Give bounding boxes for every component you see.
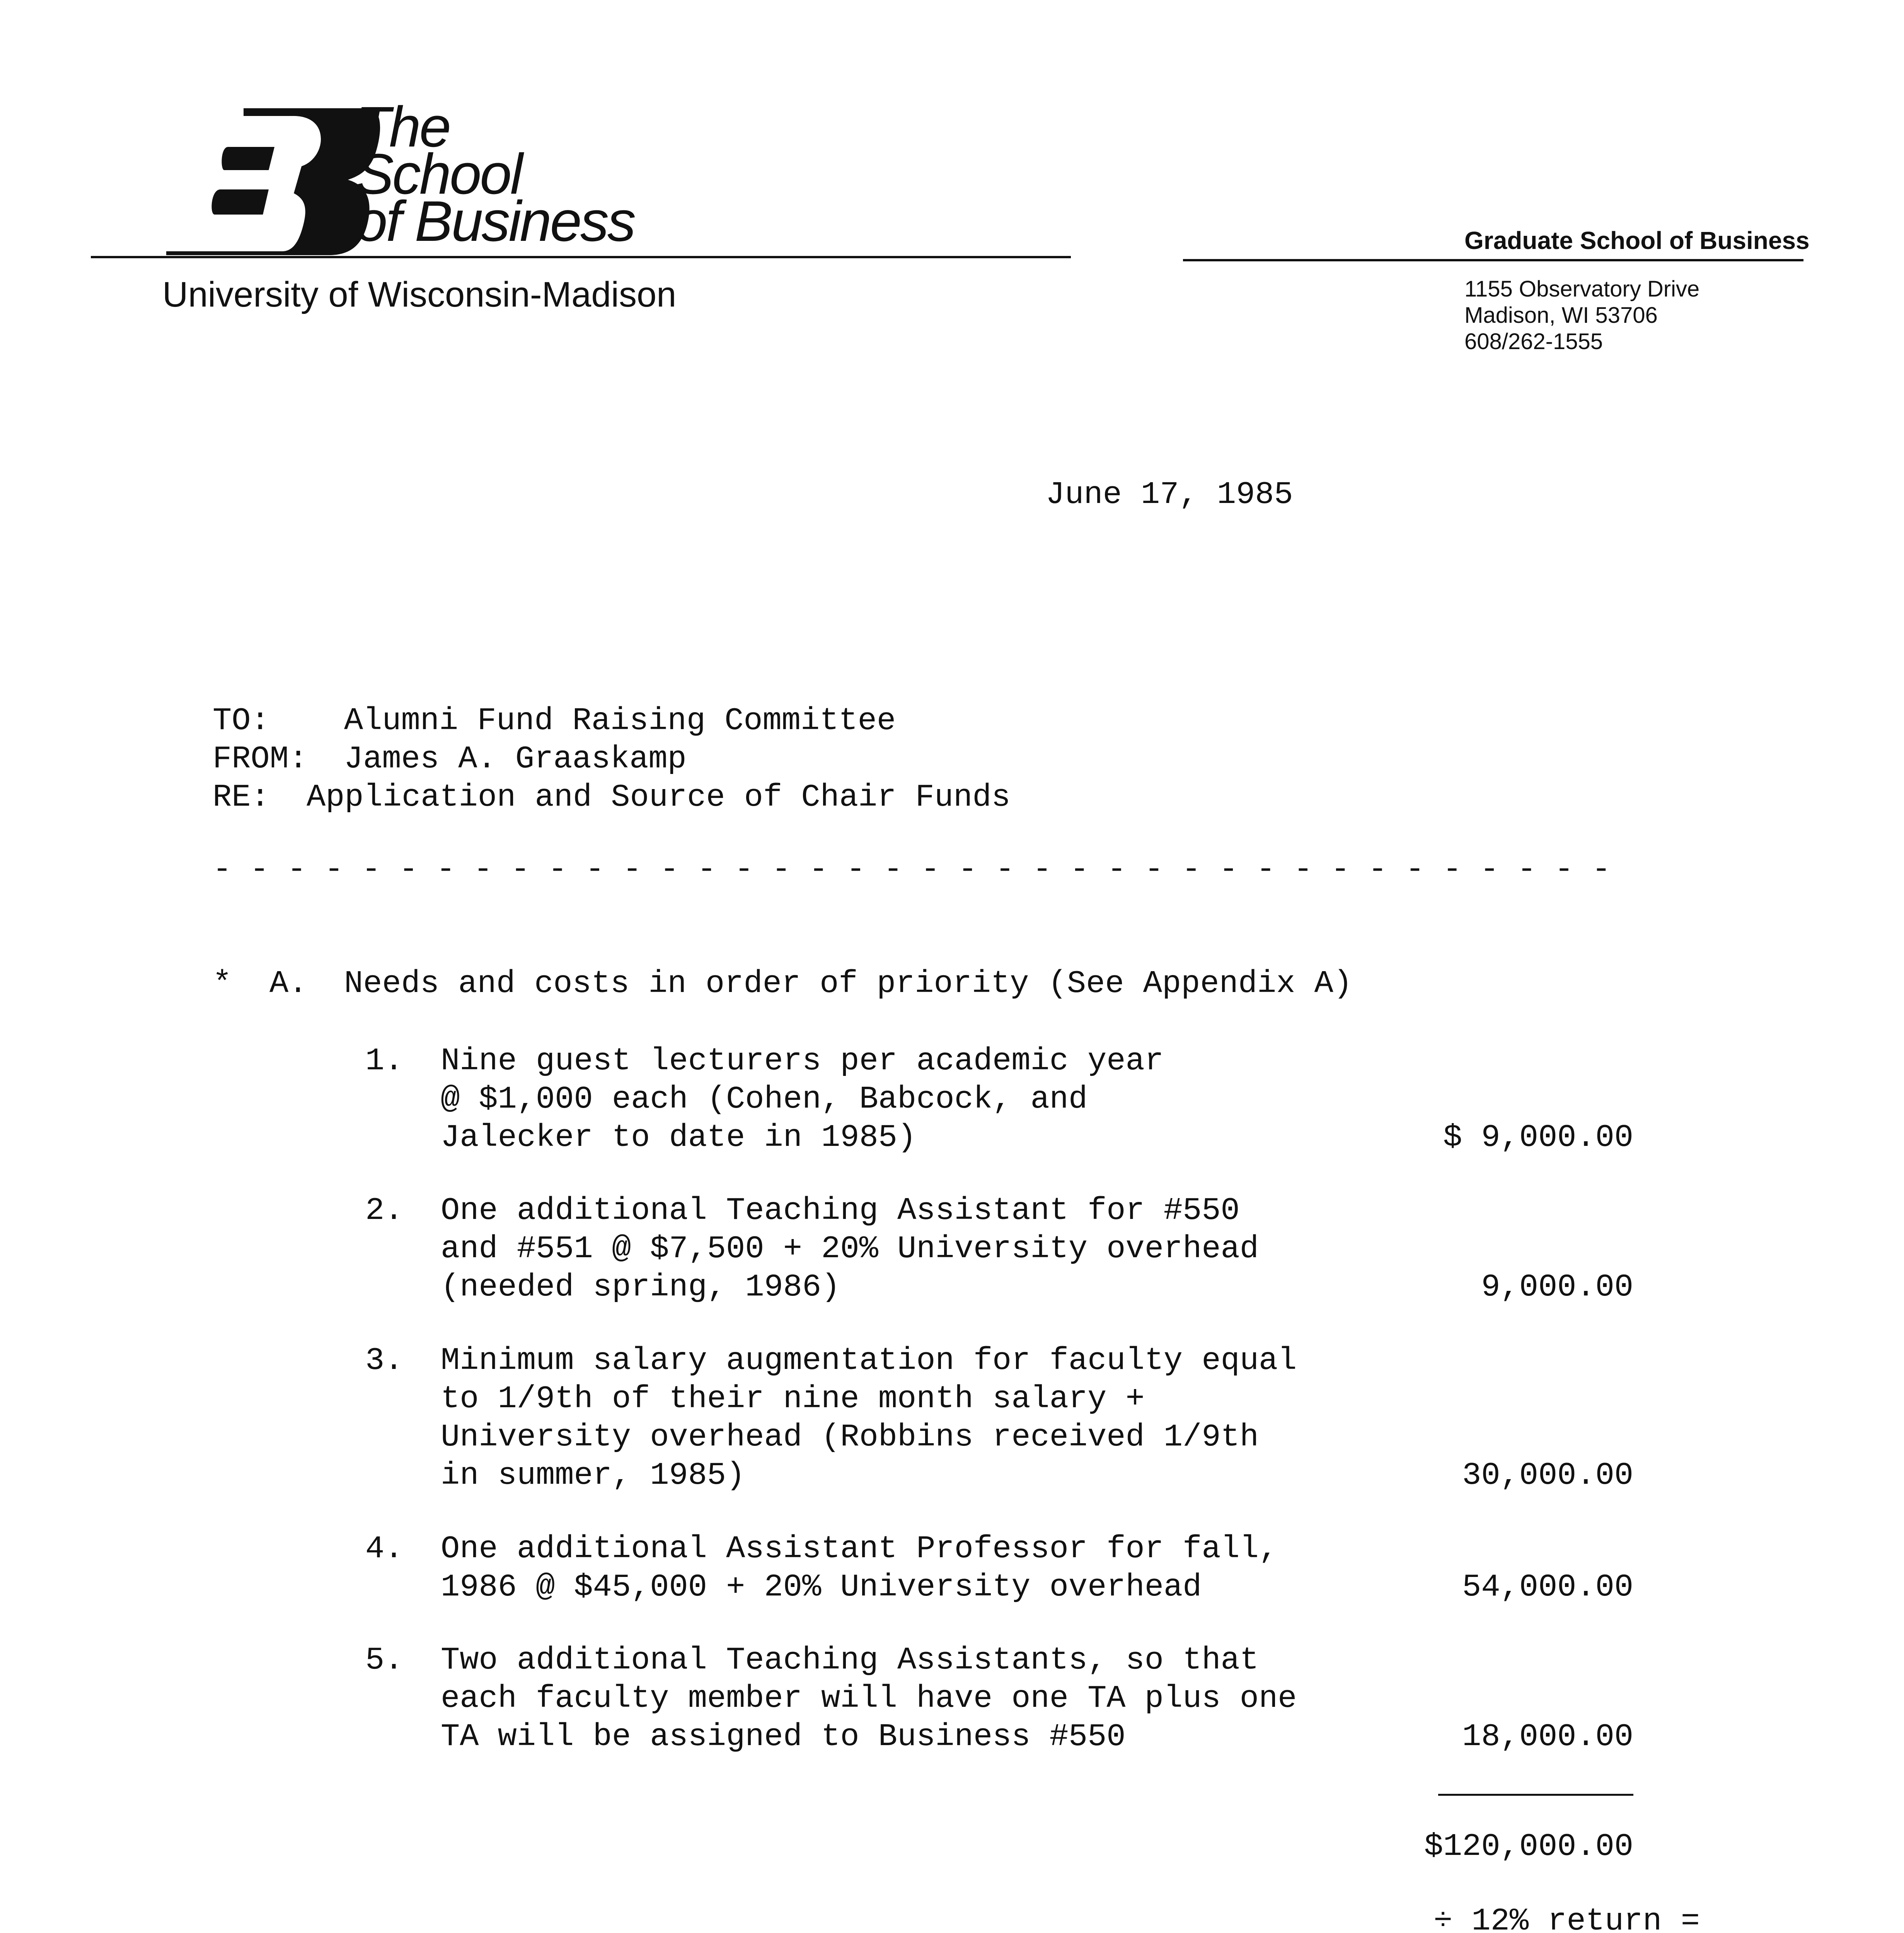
address-phone: 608/262-1555 — [1464, 329, 1603, 354]
item-line: University overhead (Robbins received 1/9th — [441, 1419, 1259, 1455]
item-number: 3. — [365, 1343, 404, 1379]
department-address — [1464, 276, 1699, 355]
return-note: ÷ 12% return = — [1434, 1903, 1700, 1933]
item-line: Two additional Teaching Assistants, so that — [441, 1642, 1259, 1678]
item-description — [441, 1192, 1259, 1306]
item-line: 1986 @ $45,000 + 20% University overhead — [441, 1569, 1202, 1605]
memo-re-label: RE: — [213, 779, 270, 815]
item-line: each faculty member will have one TA plus one — [441, 1681, 1297, 1717]
item-description — [441, 1042, 1164, 1157]
memo-to-label: TO: — [213, 703, 270, 739]
school-of-business-logo — [166, 108, 383, 255]
logo-line-the: The — [356, 95, 450, 159]
header-rule-right — [1183, 259, 1803, 261]
memo-separator: - - - - - - - - - - - - - - - - - - - - - - - - - - - - - - - - - - - - - - — [213, 852, 1611, 888]
logo-line-business: of Business — [356, 189, 635, 253]
priority-marker: * — [213, 966, 232, 1002]
section-label: A. — [269, 966, 308, 1002]
item-amount: $ 9,000.00 — [1443, 1120, 1633, 1156]
item-line: @ $1,000 each (Cohen, Babcock, and — [441, 1081, 1088, 1117]
item-amount: 18,000.00 — [1462, 1719, 1633, 1755]
item-line: and #551 @ $7,500 + 20% University overhead — [441, 1231, 1259, 1267]
item-amount: 30,000.00 — [1462, 1457, 1633, 1493]
address-street: 1155 Observatory Drive — [1464, 276, 1700, 302]
item-description — [441, 1530, 1278, 1606]
item-line: One additional Teaching Assistant for #550 — [441, 1193, 1240, 1229]
university-name: University of Wisconsin-Madison — [162, 275, 677, 314]
item-number: 2. — [365, 1193, 404, 1229]
item-line: (needed spring, 1986) — [441, 1269, 840, 1305]
memo-re: Application and Source of Chair Funds — [307, 779, 1011, 815]
item-description — [441, 1342, 1297, 1495]
memo-to: Alumni Fund Raising Committee — [344, 703, 896, 739]
item-line: Minimum salary augmentation for faculty equal — [441, 1343, 1297, 1379]
logo-wordmark — [356, 95, 635, 253]
item-line: to 1/9th of their nine month salary + — [441, 1381, 1145, 1417]
item-amount: 54,000.00 — [1462, 1569, 1633, 1605]
memo-from: James A. Graaskamp — [344, 741, 687, 777]
item-number: 1. — [365, 1043, 404, 1079]
department-name: Graduate School of Business — [1464, 227, 1810, 254]
item-line: TA will be assigned to Business #550 — [441, 1719, 1126, 1755]
item-number: 4. — [365, 1531, 404, 1567]
item-line: Nine guest lecturers per academic year — [441, 1043, 1164, 1079]
item-description — [441, 1641, 1297, 1756]
total-amount: $120,000.00 — [1424, 1829, 1633, 1865]
memo-date: June 17, 1985 — [1046, 477, 1293, 513]
address-city: Madison, WI 53706 — [1464, 303, 1658, 328]
item-line: Jalecker to date in 1985) — [441, 1120, 917, 1156]
item-line: One additional Assistant Professor for fall, — [441, 1531, 1278, 1567]
item-number: 5. — [365, 1642, 404, 1678]
item-amount: 9,000.00 — [1481, 1269, 1633, 1305]
memo-from-label: FROM: — [213, 741, 308, 777]
logo-line-school: School — [356, 142, 522, 206]
subtotal-rule — [1438, 1794, 1633, 1796]
item-line: in summer, 1985) — [441, 1457, 745, 1493]
section-title: Needs and costs in order of priority (See Appendix A) — [344, 966, 1353, 1002]
header-rule-left — [91, 256, 1071, 258]
